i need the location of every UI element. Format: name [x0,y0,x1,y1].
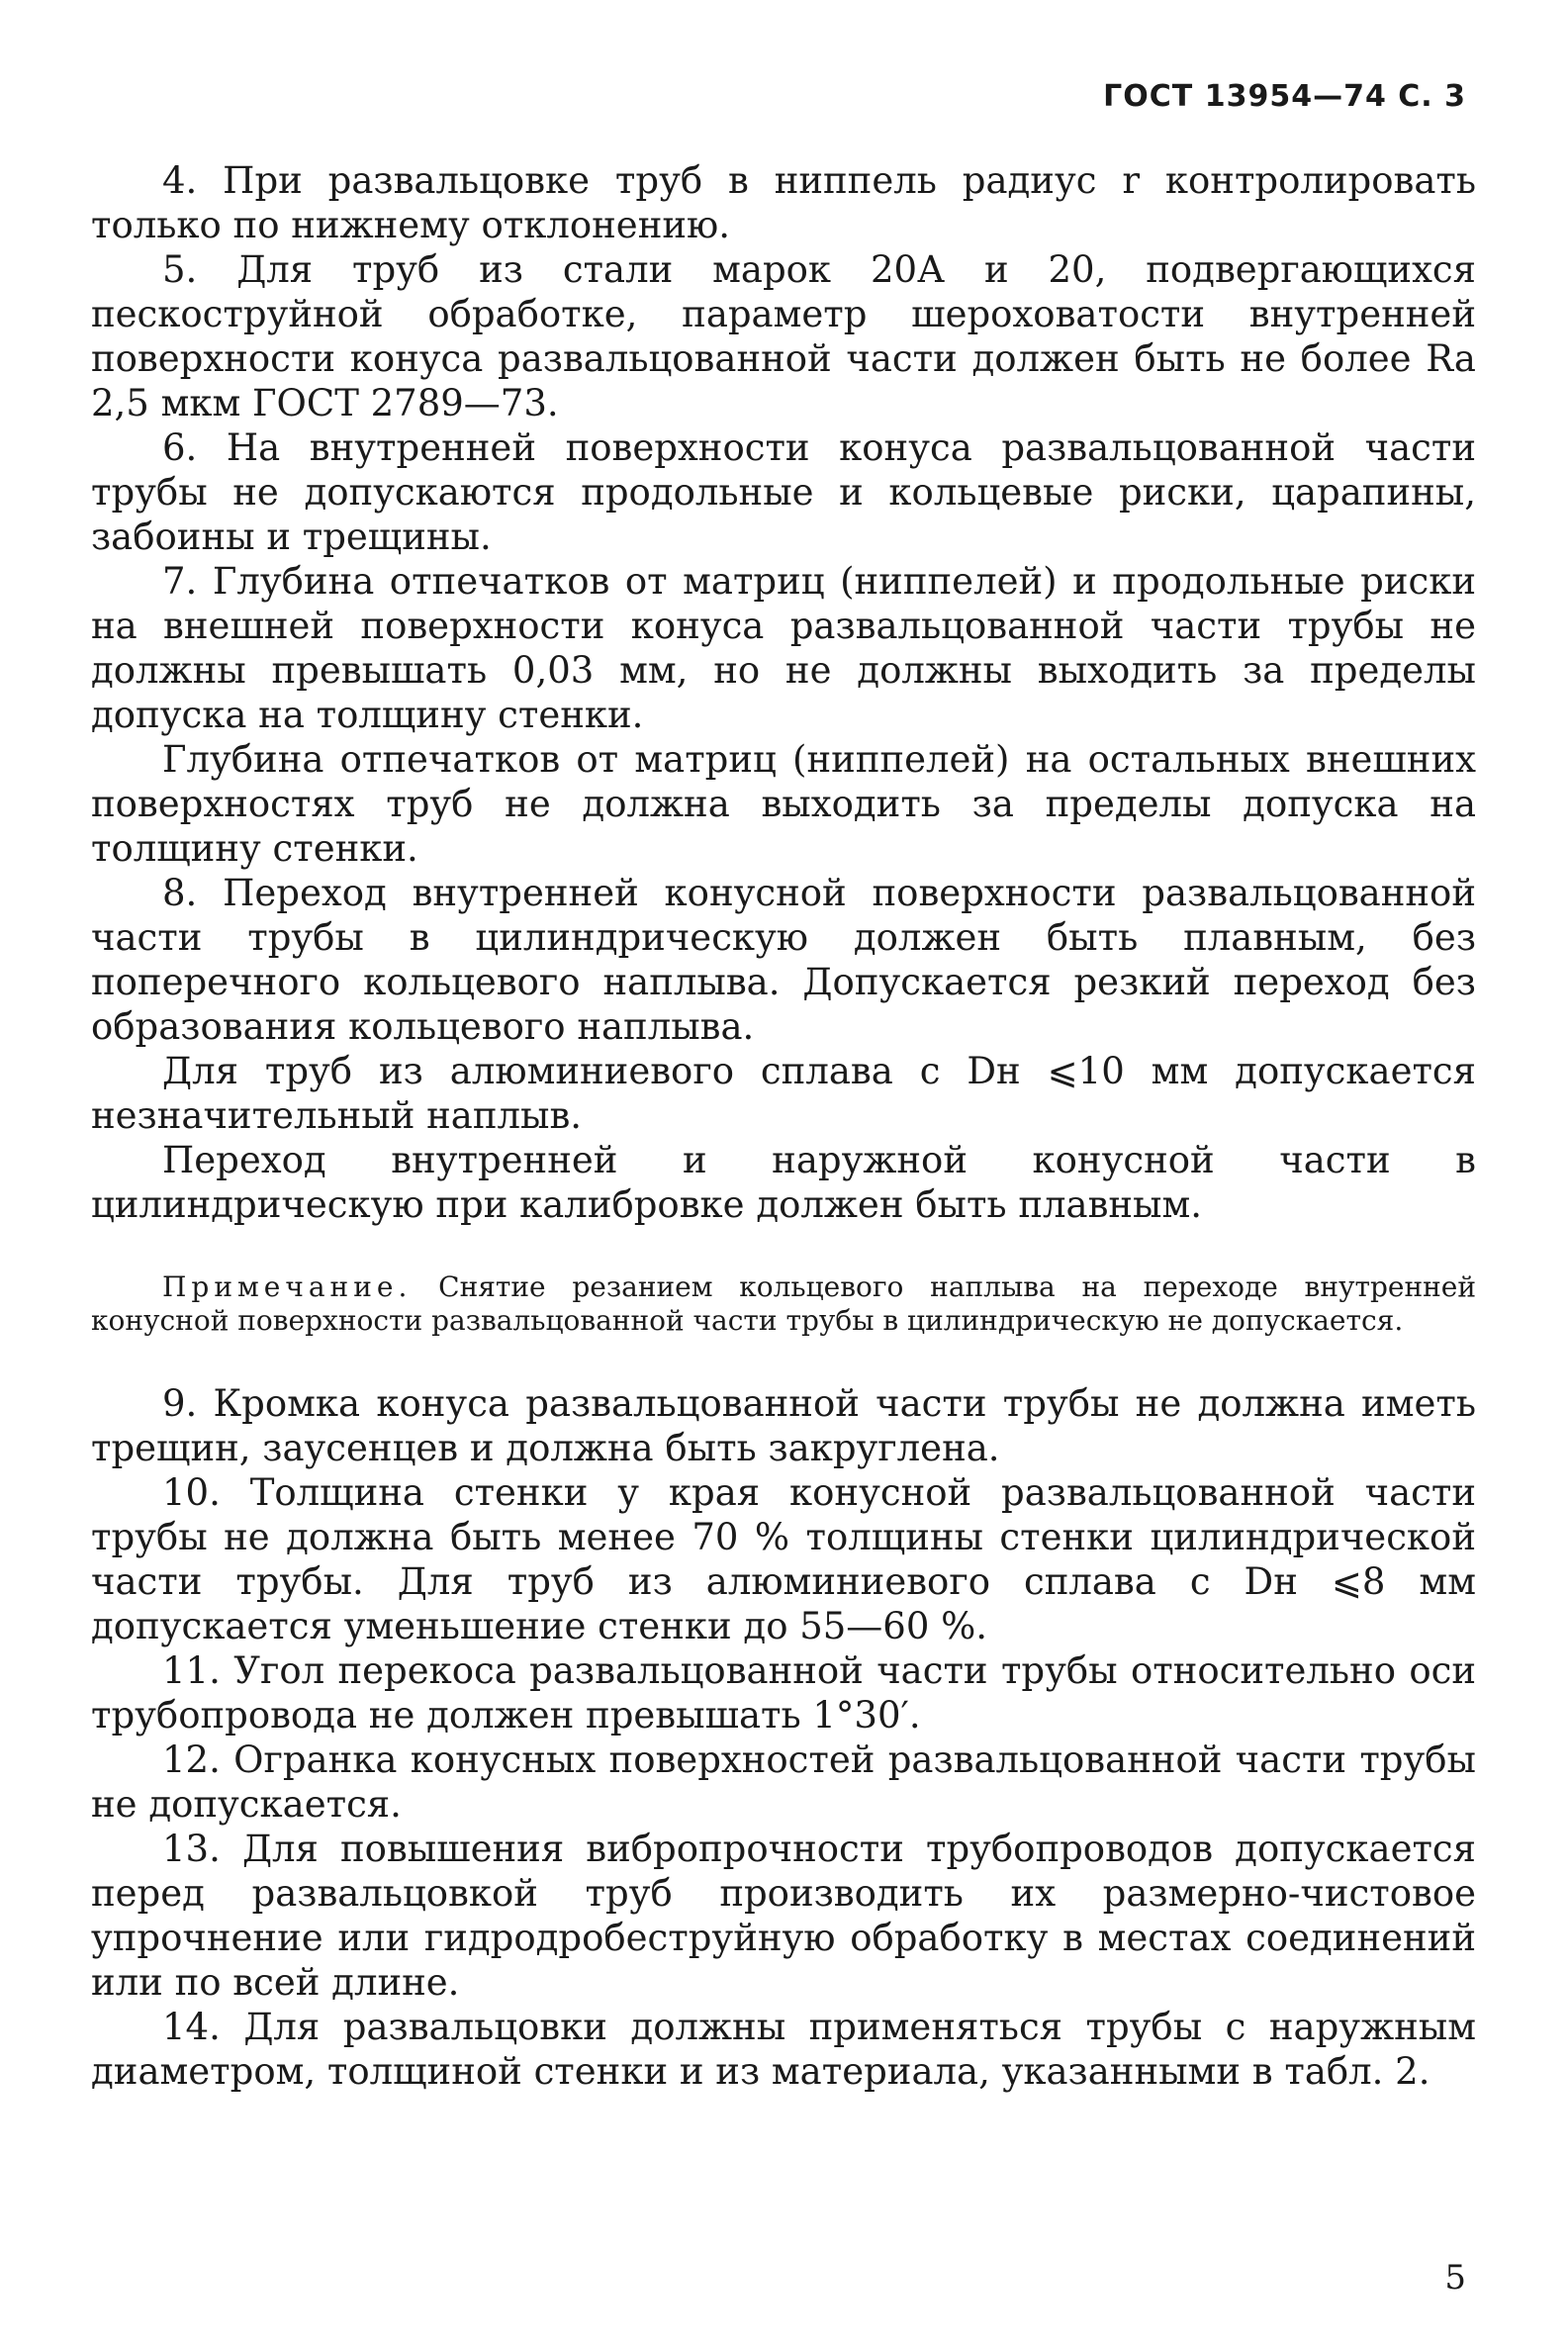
document-page [91,79,1476,2335]
paragraph-13: 13. Для повышения вибропрочности трубопроводов допускается перед развальцовкой труб производить их размерно-чистовое упрочнение или гидродробеструйную обработку в местах соединений или по всей длине. [91,1828,1476,2004]
paragraph-12: 12. Огранка конусных поверхностей развальцованной части трубы не допускается. [91,1738,1476,1826]
paragraph-8: 8. Переход внутренней конусной поверхности развальцованной части трубы в цилиндрическую должен быть плавным, без поперечного кольцевого наплыва. Допускается резкий переход без образования кольцевого наплыва. [91,872,1476,1048]
note-text: Снятие резанием кольцевого наплыва на переходе внутренней конусной поверхности развальцованной части трубы в цилиндрическую не допускается. [91,1270,1477,1337]
paragraph-8-aluminium: Для труб из алюминиевого сплава с Dн ⩽10 мм допускается незначительный наплыв. [91,1050,1476,1137]
page-header: ГОСТ 13954—74 С. 3 [1103,79,1466,114]
document-body [91,158,1476,2094]
paragraph-8-calibration: Переход внутренней и наружной конусной части в цилиндрическую при калибровке должен быть плавным. [91,1139,1476,1226]
paragraph-7-continued: Глубина отпечатков от матриц (ниппелей) на остальных внешних поверхностях труб не должна выходить за пределы допуска на толщину стенки. [91,738,1476,870]
paragraph-14: 14. Для развальцовки должны применяться трубы с наружным диаметром, толщиной стенки и из материала, указанными в табл. 2. [91,2006,1476,2093]
page-number: 5 [1444,2258,1466,2298]
paragraph-10: 10. Толщина стенки у края конусной развальцованной части трубы не должна быть менее 70 % толщины стенки цилиндрической части трубы. Для труб из алюминиевого сплава с Dн ⩽8 мм допускается уменьшение стенки до 55—60 %. [91,1471,1476,1647]
paragraph-6: 6. На внутренней поверхности конуса развальцованной части трубы не допускаются продольные и кольцевые риски, царапины, забоины и трещины. [91,426,1476,558]
paragraph-7: 7. Глубина отпечатков от матриц (ниппелей) и продольные риски на внешней поверхности конуса развальцованной части трубы не должны превышать 0,03 мм, но не должны выходить за пределы допуска на толщину стенки. [91,560,1476,736]
paragraph-4: 4. При развальцовке труб в ниппель радиус r контролировать только по нижнему отклонению. [91,159,1476,246]
note-label: Примечание. [162,1270,413,1303]
paragraph-9: 9. Кромка конуса развальцованной части трубы не должна иметь трещин, заусенцев и должна быть закруглена. [91,1382,1476,1469]
note-block [91,1270,1476,1338]
paragraph-5: 5. Для труб из стали марок 20А и 20, подвергающихся пескоструйной обработке, параметр шероховатости внутренней поверхности конуса развальцованной части должен быть не более Ra 2,5 мкм ГОСТ 2789—73. [91,248,1476,424]
paragraph-11: 11. Угол перекоса развальцованной части трубы относительно оси трубопровода не должен превышать 1°30′. [91,1649,1476,1737]
